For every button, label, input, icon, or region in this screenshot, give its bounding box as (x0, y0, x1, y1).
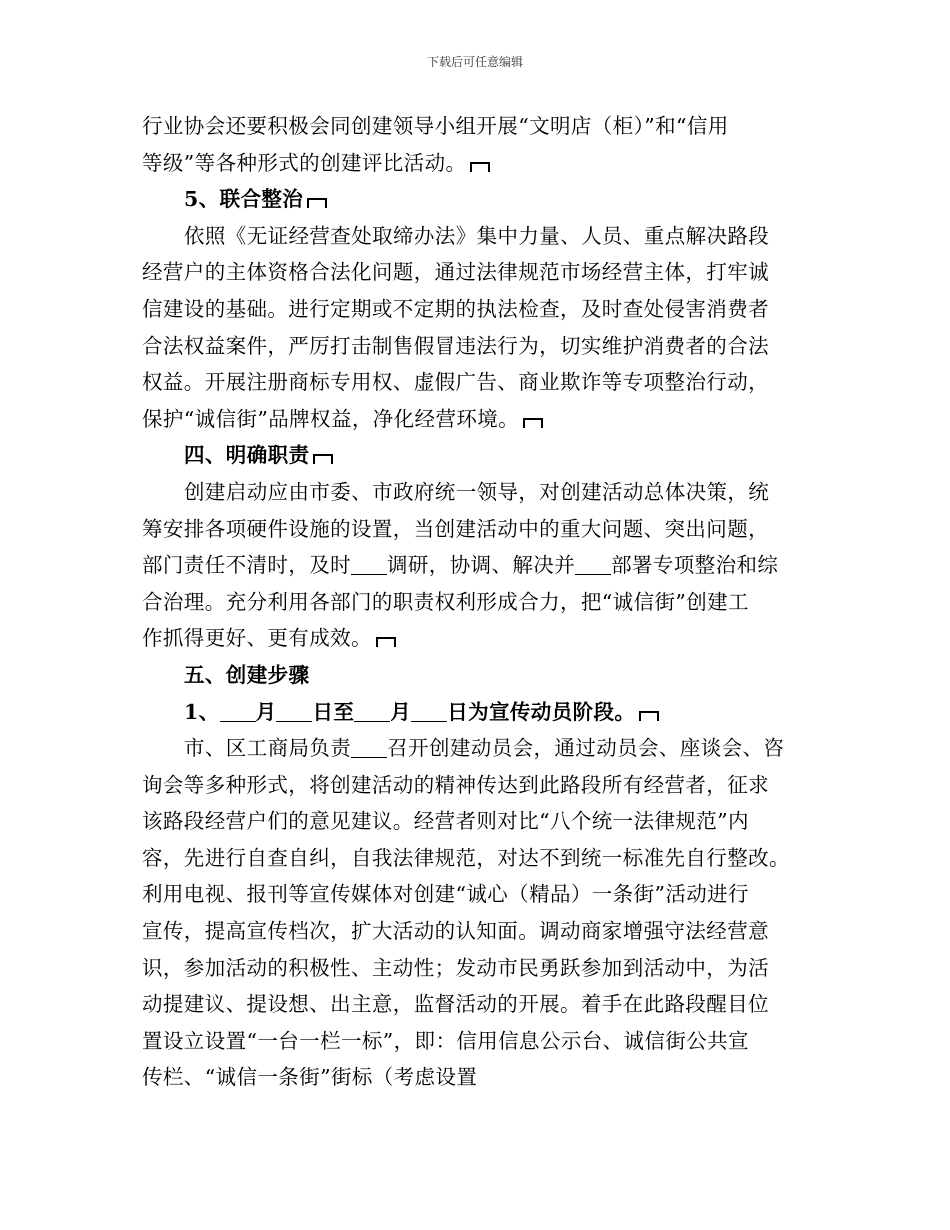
text-line (142, 328, 822, 365)
text: 动提建议、提设想、出主意，监督活动的开展。着手在此路段醒目位 (142, 992, 769, 1017)
text: 利用电视、报刊等宣传媒体对创建“诚心（精品）一条街”活动进行 (142, 882, 749, 907)
heading-text: 日为宣传动员阶段。 (447, 699, 636, 724)
text-line (142, 291, 822, 328)
text: 作抓得更好、更有成效。 (142, 626, 372, 651)
blank-underline (354, 701, 390, 722)
text: 调研，协调、解决并 (387, 553, 576, 578)
text-line (142, 145, 822, 182)
page-header: 下载后可任意编辑 (426, 55, 523, 69)
text-line (142, 986, 822, 1023)
text: 权益。开展注册商标专用权、虚假广告、商业欺诈等专项整治行动， (142, 370, 769, 395)
heading-text: 日至 (312, 699, 355, 724)
text: 依照《无证经营查处取缔办法》集中力量、人员、重点解决路段 (184, 223, 770, 248)
text-line (142, 218, 822, 255)
text: 合法权益案件，严厉打击制售假冒违法行为，切实维护消费者的合法 (142, 333, 769, 358)
text: 保护“诚信街”品牌权益，净化经营环境。 (142, 406, 520, 431)
text: 召开创建动员会，通过动员会、座谈会、咨 (387, 736, 785, 761)
paragraph-mark-icon (639, 711, 659, 721)
text-line (142, 511, 822, 548)
blank-underline (411, 701, 447, 722)
text: 部署专项整治和综 (611, 553, 779, 578)
section-heading (142, 437, 822, 474)
text: 部门责任不清时，及时 (142, 553, 351, 578)
text-line (142, 876, 822, 913)
text-line (142, 401, 822, 438)
heading-text: 1、 (184, 699, 220, 724)
document-body (142, 108, 822, 1096)
text: 容，先进行自查自纠，自我法律规范，对达不到统一标准先自行整改。 (142, 845, 790, 870)
heading-text: 四、明确职责 (184, 443, 310, 468)
text-line (142, 730, 822, 767)
text-line (142, 584, 822, 621)
text-line (142, 474, 822, 511)
paragraph-mark-icon (523, 418, 543, 428)
text: 合治理。充分利用各部门的职责权利形成合力，把“诚信街”创建工 (142, 589, 749, 614)
heading-text: 月 (255, 699, 277, 724)
text-line (142, 840, 822, 877)
text: 筹安排各项硬件设施的设置，当创建活动中的重大问题、突出问题， (142, 516, 769, 541)
text-line (142, 767, 822, 804)
text-line (142, 254, 822, 291)
text: 行业协会还要积极会同创建领导小组开展“文明店（柜）”和“信用 (142, 114, 729, 138)
text-line (142, 108, 822, 145)
text-line (142, 1059, 822, 1096)
text: 置设立设置“一台一栏一标”，即：信用信息公示台、诚信街公共宣 (142, 1028, 749, 1053)
text-line (142, 364, 822, 401)
paragraph-mark-icon (376, 637, 396, 647)
text: 传栏、“诚信一条街”街标（考虑设置 (142, 1065, 478, 1090)
text-line (142, 1023, 822, 1060)
section-heading (142, 657, 822, 694)
blank-underline (276, 701, 312, 722)
text-line (142, 803, 822, 840)
blank-underline (575, 554, 611, 575)
section-heading (142, 694, 822, 731)
paragraph-mark-icon (307, 198, 327, 208)
section-heading (142, 181, 822, 218)
text: 询会等多种形式，将创建活动的精神传达到此路段所有经营者，征求 (142, 772, 769, 797)
blank-underline (351, 554, 387, 575)
text: 经营户的主体资格合法化问题，通过法律规范市场经营主体，打牢诚 (142, 260, 769, 285)
text: 创建启动应由市委、市政府统一领导，对创建活动总体决策，统 (184, 479, 770, 504)
text: 宣传，提高宣传档次，扩大活动的认知面。调动商家增强守法经营意 (142, 919, 769, 944)
paragraph-mark-icon (313, 454, 333, 464)
heading-text: 五、创建步骤 (184, 662, 310, 687)
blank-underline (220, 701, 256, 722)
text-line (142, 950, 822, 987)
paragraph-mark-icon (470, 162, 490, 172)
text: 该路段经营户们的意见建议。经营者则对比“八个统一法律规范”内 (142, 809, 749, 834)
text-line (142, 913, 822, 950)
text: 识，参加活动的积极性、主动性；发动市民勇跃参加到活动中，为活 (142, 955, 769, 980)
blank-underline (351, 737, 387, 758)
text-line (142, 620, 822, 657)
text: 信建设的基础。进行定期或不定期的执法检查，及时查处侵害消费者 (142, 296, 769, 321)
text-line (142, 547, 822, 584)
heading-text: 5、联合整治 (184, 187, 304, 212)
heading-text: 月 (390, 699, 412, 724)
text: 等级”等各种形式的创建评比活动。 (142, 150, 467, 175)
text: 市、区工商局负责 (184, 736, 352, 761)
